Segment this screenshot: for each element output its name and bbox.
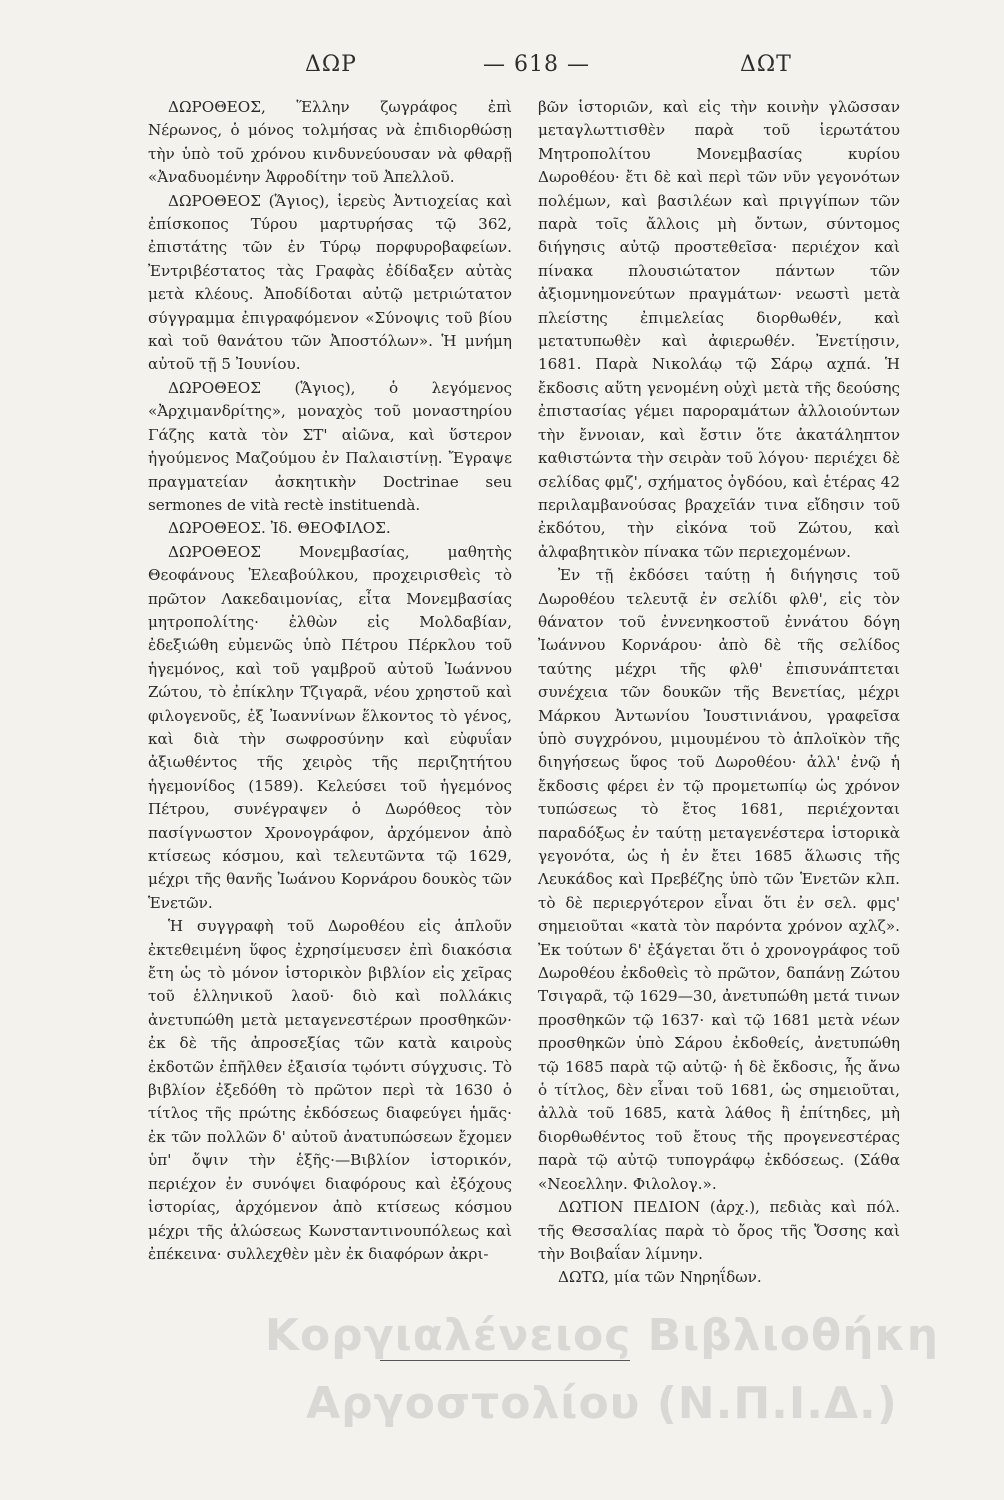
left-column	[148, 96, 512, 1266]
entry-paragraph: ΔΩΡΟΘΕΟΣ, Ἕλλην ζωγράφος ἐπὶ Νέρωνος, ὁ μόνος τολμήσας νὰ ἐπιδιορθώσῃ τὴν ὑπὸ τοῦ χρόνου κινδυνεύουσαν νὰ φθαρῇ «Ἀναδυομένην Ἀφροδίτην τοῦ Ἀπελλοῦ.	[148, 98, 512, 187]
entry-paragraph: ΔΩΤΙΟΝ ΠΕΔΙΟΝ (ἀρχ.), πεδιὰς καὶ πόλ. τῆς Θεσσαλίας παρὰ τὸ ὄρος τῆς Ὄσσης καὶ τὴν Βοιβαΐαν λίμνην.	[538, 1198, 900, 1263]
header-right-guide-word: ΔΩΤ	[740, 52, 792, 77]
entry-paragraph: βῶν ἱστοριῶν, καὶ εἰς τὴν κοινὴν γλῶσσαν μεταγλωττισθὲν παρὰ τοῦ ἱερωτάτου Μητροπολίτου Μονεμβασίας κυρίου Δωροθέου· ἔτι δὲ καὶ περὶ τῶν νῦν γεγονότων πολέμων, καὶ βασιλέων καὶ πριγγίπων τῶν παρὰ τοῖς ἄλλοις μὴ ὄντων, σύντομος διήγησις αὐτῷ προστεθεῖσα· περιέχον καὶ πίνακα πλουσιώτατον πάντων τῶν ἀξιομνημονεύτων πραγμάτων· νεωστὶ μετὰ πλείστης ἐπιμελείας διορθωθέν, καὶ μετατυπωθὲν καὶ ἀφιερωθέν. Ἐνετίῃσιν, 1681. Παρὰ Νικολάῳ τῷ Σάρῳ αχπά. Ἡ ἔκδοσις αὕτη γενομένη οὐχὶ μετὰ τῆς δεούσης ἐπιστασίας γέμει παροραμάτων ἀλλοιούντων τὴν ἔννοιαν, καὶ ἔστιν ὅτε ἀκατάληπτον καθιστώντα τὴν σειρὰν τοῦ λόγου· περιέχει δὲ σελίδας φμζ', σχήματος ὀγδόου, καὶ ἑτέρας 42 περιλαμβανούσας βραχεῖάν τινα εἴδησιν τοῦ ἐκδότου, τὴν εἰκόνα τοῦ Ζώτου, καὶ ἀλφαβητικὸν πίνακα τῶν περιεχομένων.	[538, 98, 900, 561]
library-watermark-line2: Αργοστολίου (Ν.Π.Ι.Δ.)	[306, 1378, 898, 1429]
page-number: — 618 —	[483, 52, 590, 77]
entry-paragraph: Ἐν τῇ ἐκδόσει ταύτῃ ἡ διήγησις τοῦ Δωροθέου τελευτᾷ ἐν σελίδι φλθ', εἰς τὸν θάνατον τοῦ ἐννενηκοστοῦ ἐννάτου δόγη Ἰωάννου Κορνάρου· ἀπὸ δὲ τῆς σελίδος ταύτης μέχρι τῆς φλθ' ἐπισυνάπτεται συνέχεια τῶν δουκῶν τῆς Βενετίας, μέχρι Μάρκου Ἀντωνίου Ἰουστινιάνου, γραφεῖσα ὑπὸ συγχρόνου, μιμουμένου τὸ ἁπλοϊκὸν τῆς διηγήσεως ὕφος τοῦ Δωροθέου· ἀλλ' ἐνῷ ἡ ἔκδοσις φέρει ἐν τῷ προμετωπίῳ ὡς χρόνον τυπώσεως τὸ ἔτος 1681, περιέχονται παραδόξως ἐν ταύτῃ μεταγενέστερα ἱστορικὰ γεγονότα, ὡς ἡ ἐν ἔτει 1685 ἅλωσις τῆς Λευκάδος καὶ Πρεβέζης ὑπὸ τῶν Ἑνετῶν κλπ. τὸ δὲ περιεργότερον εἶναι ὅτι ἐν σελ. φμς' σημειοῦται «κατὰ τὸν παρόντα χρόνον αχλζ». Ἐκ τούτων δ' ἐξάγεται ὅτι ὁ χρονογράφος τοῦ Δωροθέου ἐκδοθεὶς τὸ πρῶτον, δαπάνῃ Ζώτου Τσιγαρᾶ, τῷ 1629—30, ἀνετυπώθη μετά τινων προσθηκῶν τῷ 1637· καὶ τῷ 1681 μετὰ νέων προσθηκῶν ὑπὸ Σάρου ἐκδοθείς, ἀνετυπώθη τῷ 1685 παρὰ τῷ αὐτῷ· ἡ δὲ ἔκδοσις, ἧς ἄνω ὁ τίτλος, δὲν εἶναι τοῦ 1681, ὡς σημειοῦται, ἀλλὰ τοῦ 1685, κατὰ λάθος ἢ ἐπίτηδες, μὴ διορθωθέντος τοῦ ἔτους τῆς προγενεστέρας παρὰ τῷ αὐτῷ τυπογράφῳ ἐκδόσεως. (Σάθα «Νεοελλην. Φιλολογ.».	[538, 566, 900, 1193]
right-column	[538, 96, 900, 1290]
library-watermark-line1: Κοργιαλένειος Βιβλιοθήκη	[264, 1310, 940, 1361]
entry-paragraph: ΔΩΡΟΘΕΟΣ (Ἅγιος), ὁ λεγόμενος «Ἀρχιμανδρίτης», μοναχὸς τοῦ μοναστηρίου Γάζης κατὰ τὸν ΣΤ' αἰῶνα, καὶ ὕστερον ἡγούμενος Μαζούμου ἐν Παλαιστίνῃ. Ἔγραψε πραγματείαν ἀσκητικὴν Doctrinae seu sermones de vità rectè instituendà.	[148, 378, 512, 514]
page-header	[150, 52, 890, 92]
entry-paragraph: ΔΩΤΩ, μία τῶν Νηρηΐδων.	[558, 1268, 762, 1287]
header-left-guide-word: ΔΩΡ	[305, 52, 357, 77]
entry-paragraph: ΔΩΡΟΘΕΟΣ (Ἅγιος), ἱερεὺς Ἀντιοχείας καὶ ἐπίσκοπος Τύρου μαρτυρήσας τῷ 362, ἐπιστάτης τῶν ἐν Τύρῳ πορφυροβαφείων. Ἐντριβέστατος τὰς Γραφὰς ἐδίδαξεν αὐτὰς μετὰ κλέους. Ἀποδίδοται αὐτῷ μετριώτατον σύγγραμμα ἐπιγραφόμενον «Σύνοψις τοῦ βίου καὶ τοῦ θανάτου τῶν Ἀποστόλων». Ἡ μνήμη αὐτοῦ τῇ 5 Ἰουνίου.	[148, 191, 512, 374]
entry-paragraph: ΔΩΡΟΘΕΟΣ Μονεμβασίας, μαθητὴς Θεοφάνους Ἐλεαβούλκου, προχειρισθεὶς τὸ πρῶτον Λακεδαιμονίας, εἶτα Μονεμβασίας μητροπολίτης· ἐλθὼν εἰς Μολδαβίαν, ἐδεξιώθη εὐμενῶς ὑπὸ Πέτρου Πέρκλου τοῦ ἡγεμόνος, καὶ τοῦ γαμβροῦ αὐτοῦ Ἰωάννου Ζώτου, τὸ ἐπίκλην Τζιγαρᾶ, νέου χρηστοῦ καὶ φιλογενοῦς, ἐξ Ἰωαννίνων ἕλκοντος τὸ γένος, καὶ διὰ τὴν σωφροσύνην καὶ εὐφυΐαν ἀξιωθέντος τῆς χειρὸς τῆς περιζητήτου ἡγεμονίδος (1589). Κελεύσει τοῦ ἡγεμόνος Πέτρου, συνέγραψεν ὁ Δωρόθεος τὸν πασίγνωστον Χρονογράφον, ἀρχόμενον ἀπὸ κτίσεως κόσμου, καὶ τελευτῶντα τῷ 1629, μέχρι τῆς θανῆς Ἰωάνου Κορνάρου δουκὸς τῶν Ἑνετῶν.	[148, 542, 512, 912]
entry-paragraph: ΔΩΡΟΘΕΟΣ. Ἰδ. ΘΕΟΦΙΛΟΣ.	[168, 519, 391, 538]
entry-paragraph: Ἡ συγγραφὴ τοῦ Δωροθέου εἰς ἁπλοῦν ἐκτεθειμένη ὕφος ἐχρησίμευσεν ἐπὶ διακόσια ἔτη ὡς τὸ μόνον ἱστορικὸν βιβλίον εἰς χεῖρας τοῦ ἑλληνικοῦ λαοῦ· διὸ καὶ πολλάκις ἀνετυπώθη μετὰ μεταγενεστέρων προσθηκῶν· ἐκ δὲ τῆς ἀπροσεξίας τῶν κατὰ καιροὺς ἐκδοτῶν ἐπῆλθεν ἐξαισία τῳόντι σύγχυσις. Τὸ βιβλίον ἐξεδόθη τὸ πρῶτον περὶ τὰ 1630 ὁ τίτλος τῆς πρώτης ἐκδόσεως διαφεύγει ἡμᾶς· ἐκ τῶν πολλῶν δ' αὐτοῦ ἀνατυπώσεων ἔχομεν ὑπ' ὄψιν τὴν ἑξῆς·—Βιβλίον ἱστορικόν, περιέχον ἐν συνόψει διαφόρους καὶ ἐξόχους ἱστορίας, ἀρχόμενον ἀπὸ κτίσεως κόσμου μέχρι τῆς ἁλώσεως Κωνσταντινουπόλεως καὶ ἐπέκεινα· συλλεχθὲν μὲν ἐκ διαφόρων ἀκρι-	[148, 917, 512, 1263]
